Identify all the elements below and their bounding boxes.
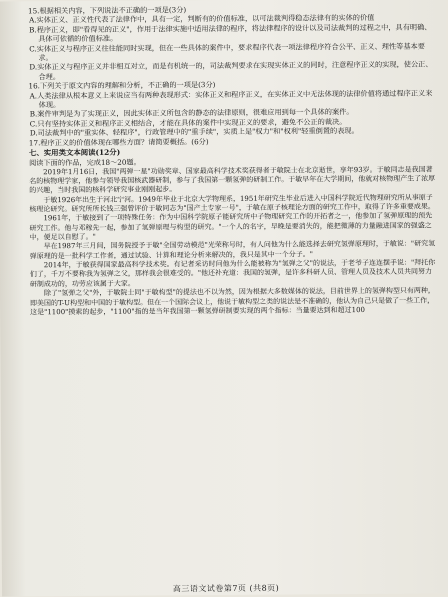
question-15-option-d: D.实体正义与程序正义并非相互对立，而是有机统一的，司法裁判要求在实现实体正义的同时，注意程序正义的实现，使公正、合理。 [29, 59, 433, 82]
reading-passage [29, 165, 436, 317]
passage-paragraph-6: 除了"氢弹之父"外，于敏院士同"于敏构型"的提法也不以为然，因为根据大多数媒体的说法，目前世界上的氢弹构型只有两种，即美国的T-U构型和中国的于敏构型。但在一个国际会议上，他说于敏构型之类的说法是不准确的，他认为自己只是做了一些工作，这是"1100"摸索的起步，"1100"指的是当年我国第一颗氢弹研制要实现的两个指标：当量要达到和超过100 [30, 286, 435, 317]
question-17-stem: 17.程序正义的价值体现在哪些方面？请简要概括。(6分) [28, 136, 209, 148]
passage-paragraph-3: 1961年，于敏接到了一项特殊任务：作为中国科学院原子能研究所中子物理研究工作的开拓者之一，他参加了氢弹原理的预先研究工作。他与邓稼先一起，参加了氢弹原理与构型的研究。"一个人的名字，早晚是要消失的，能把微薄的力量融进国家的强盛之中，便足以自慰了。" [29, 211, 433, 242]
passage-paragraph-2: 于敏1926年出生于河北宁河。1949年毕业于北京大学物理系，1951年研究生毕业后进入中国科学院近代物理研究所从事原子核理论研究。研究所所长钱三强曾评价于敏同志为"国产土专家一号"，于敏在原子核理论方面的研究工作中，取得了许多重要成果。 [29, 193, 435, 214]
passage-paragraph-1: 2019年1月16日，我国"两弹一星"功勋奖章、国家最高科学技术奖获得者于敏院士在北京逝世，享年93岁。于敏同志是我国著名的核物理学家，他参与领导我国核武器研制，参与了我国第一颗氢弹的研制工作。于敏早年在大学期间，他就对核物理产生了浓厚的兴趣，当时我国的核科学研究事业刚刚起步。 [29, 165, 436, 195]
question-16-stem: 16.下列关于原文内容的理解和分析，不正确的一项是(3分) [28, 80, 216, 91]
question-16 [28, 79, 434, 138]
passage-paragraph-5: 2014年，于敏获得国家最高科学技术奖。有记者采访时问他为什么能被称为"氢弹之父"的说法，于老爷子连连摆手说："拜托你们了，千万不要称我为氢弹之父，那样我会很难受的。"他还补充道：我国的氢弹，是许多科研人员、管理人员及技术人员共同努力研制成功的，功劳应该属于大家。 [29, 258, 436, 289]
question-15-option-a: A.实体正义、正义性代表了法律作中，具有一定，判断有的价值标准，以可法裁判得稳态法律有的实体的价值 [29, 13, 375, 25]
question-15-option-b: B.程序正义，即"看得见的正义"，作用于法律实施中适用法律的程序，将法律程序的设计以及司法裁判的过程之中，具有明确、具体可依循的价值标准。 [29, 22, 432, 44]
question-16-option-a: A.人类法律从根本意义上来说应当有两种表现形式：实体正义和程序正义，在实体正义中无法体现的法律价值将通过程序正义来体现。 [29, 88, 433, 110]
question-15-option-c: C.实体正义与程序正义往往能同时实现，但在一些具体的案件中，要求程序代表一项法律程序符合公平、正义、理性等基本要求。 [29, 41, 425, 63]
question-16-option-d: D.司法裁判中的"重实体、轻程序"，行政管理中的"重手续"，实质上是"权力"和"权利"轻重倒置的表现。 [29, 126, 359, 138]
passage-paragraph-4: 早在1987年三月间，国务院授予于敏"全国劳动模范"光荣称号时，有人问他为什么能选择去研究氢弹原理时，于敏说："研究氢弹原理的是一批科学工作者，通过试验、计算和理论分析来解决的，我只是其中一个分子。" [29, 239, 436, 261]
section-7-subtitle: 阅读下面的作品，完成18～20题。 [29, 157, 141, 168]
question-16-option-b: B.案件审判是为了实现正义，因此实体正义所包含的静态的法律原则，很难应用到每一个具体的案件。 [29, 107, 354, 119]
question-15-stem: 15.根据相关内容，下列说法不正确的一项是(3分) [27, 5, 187, 16]
question-16-option-c: C.只有坚持实体正义和程序正义相结合，才能在具体的案件中实现正义的要求，避免不公正的裁决。 [29, 117, 347, 129]
page-footer: 高三语文试卷第7页 (共8页) [172, 583, 280, 594]
section-7-title: 七、实用类文本阅读(12分) [28, 147, 121, 158]
question-15 [28, 4, 435, 82]
